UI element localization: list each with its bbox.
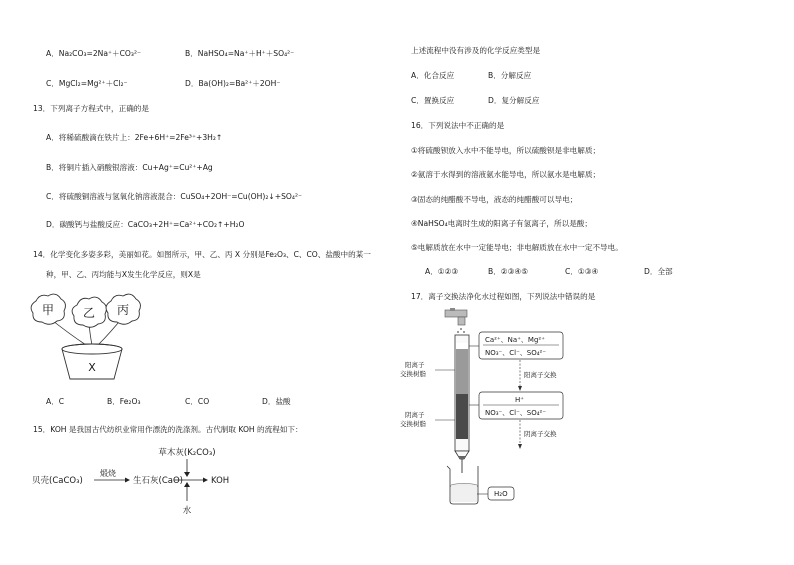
beaker-label: H₂O bbox=[494, 490, 508, 498]
q12-option-b: B．NaHSO₄=Na⁺＋H⁺＋SO₄²⁻ bbox=[185, 49, 295, 58]
q15-option-b: B．分解反应 bbox=[488, 71, 532, 80]
anion-resin-label: 阴离子 bbox=[405, 411, 425, 419]
anion-exchange-label: 阴离子交换 bbox=[524, 430, 557, 438]
q14-option-a: A．C bbox=[46, 397, 65, 406]
cation-resin-layer bbox=[456, 349, 468, 394]
flower-2-label: 乙 bbox=[82, 306, 96, 320]
q15-question: 上述流程中没有涉及的化学反应类型是 bbox=[411, 46, 541, 55]
q13-option-d: D．碳酸钙与盐酸反应：CaCO₃+2H⁺=Ca²⁺+CO₂↑+H₂O bbox=[46, 220, 245, 229]
flower-1-label: 甲 bbox=[41, 303, 55, 317]
intermediate-cations: H⁺ bbox=[515, 396, 524, 404]
feed-water-ions-box bbox=[469, 332, 563, 359]
q14-stem-line2: 种，甲、乙、丙均能与X发生化学反应，则X是 bbox=[46, 270, 201, 279]
q15-option-a: A．化合反应 bbox=[411, 71, 455, 80]
koh-flow-diagram bbox=[30, 443, 290, 518]
intermediate-anions: NO₃⁻、Cl⁻、SO₄²⁻ bbox=[485, 409, 547, 417]
pot-label: X bbox=[88, 361, 96, 374]
anion-resin-layer bbox=[456, 394, 468, 439]
q13-option-b: B．将铜片插入硝酸银溶液：Cu+Ag⁺=Cu²⁺+Ag bbox=[46, 163, 213, 172]
q16-statement-5: ⑤电解质放在水中一定能导电；非电解质放在水中一定不导电。 bbox=[411, 243, 623, 252]
q13-option-a: A．将稀硫酸滴在铁片上：2Fe+6H⁺=2Fe³⁺+3H₂↑ bbox=[46, 133, 223, 142]
shell-label: 贝壳(CaCO₃) bbox=[32, 476, 83, 486]
q16-option-a: A．①②③ bbox=[425, 267, 459, 276]
q14-option-d: D．盐酸 bbox=[262, 397, 291, 406]
q14-option-c: C．CO bbox=[185, 397, 210, 406]
beaker bbox=[447, 466, 514, 504]
q15-option-c: C．置换反应 bbox=[411, 96, 455, 105]
q16-option-b: B．②③④⑤ bbox=[488, 267, 529, 276]
q16-statement-3: ③固态的纯醋酸不导电，液态的纯醋酸可以导电； bbox=[411, 195, 578, 204]
q17-stem: 17．离子交换法净化水过程如图，下列说法中错误的是 bbox=[411, 292, 596, 301]
feed-cations: Ca²⁺、Na⁺、Mg²⁺ bbox=[485, 336, 545, 344]
flower-3-label: 丙 bbox=[116, 303, 130, 317]
q13-option-c: C．将硫酸铜溶液与氢氧化钠溶液混合：CuSO₄+2OH⁻=Cu(OH)₂↓+SO₄²⁻ bbox=[46, 192, 302, 201]
plant-ash-label: 草木灰(K₂CO₃) bbox=[158, 448, 216, 458]
q16-stem: 16．下列说法中不正确的是 bbox=[411, 121, 505, 130]
flower-1 bbox=[31, 294, 65, 324]
flower-3 bbox=[106, 294, 140, 324]
exchange-column bbox=[455, 335, 469, 473]
feed-anions: NO₃⁻、Cl⁻、SO₄²⁻ bbox=[485, 349, 547, 357]
q14-stem-line1: 14．化学变化多姿多彩，美丽如花。如图所示，甲、乙、丙 X 分别是Fe₂O₃、C、CO、盐酸中的某一 bbox=[33, 250, 371, 259]
q16-statement-1: ①将硫酸钡放入水中不能导电，所以硫酸钡是非电解质； bbox=[411, 146, 601, 155]
flower-2 bbox=[72, 297, 106, 327]
quicklime-label: 生石灰(CaO) bbox=[133, 476, 183, 486]
anion-resin-label-2: 交换树脂 bbox=[400, 420, 426, 428]
ion-exchange-diagram bbox=[395, 308, 595, 508]
q12-option-c: C．MgCl₂=Mg²⁺＋Cl₂⁻ bbox=[46, 79, 128, 88]
q16-option-c: C．①③④ bbox=[565, 267, 599, 276]
q16-option-d: D．全部 bbox=[644, 267, 673, 276]
koh-label: KOH bbox=[211, 476, 230, 486]
q15-option-d: D．复分解反应 bbox=[488, 96, 540, 105]
q16-statement-4: ④NaHSO₄电离时生成的阳离子有氢离子，所以是酸； bbox=[411, 219, 592, 228]
water-label: 水 bbox=[182, 506, 192, 516]
faucet-icon bbox=[445, 308, 467, 325]
q14-option-b: B．Fe₂O₃ bbox=[107, 397, 141, 406]
intermediate-ions-box bbox=[469, 392, 563, 419]
q12-option-d: D．Ba(OH)₂=Ba²⁺＋2OH⁻ bbox=[185, 79, 281, 88]
calcine-label: 煅烧 bbox=[100, 469, 116, 478]
cation-exchange-label: 阳离子交换 bbox=[524, 371, 557, 379]
q15-stem: 15．KOH 是我国古代纺织业常用作漂洗的洗涤剂。古代制取 KOH 的流程如下： bbox=[33, 425, 303, 434]
pot bbox=[62, 344, 122, 379]
cation-resin-label: 阳离子 bbox=[405, 361, 425, 369]
flower-pot-diagram bbox=[28, 293, 188, 388]
q12-option-a: A．Na₂CO₃=2Na⁺＋CO₃²⁻ bbox=[46, 49, 141, 58]
q13-stem: 13．下列离子方程式中，正确的是 bbox=[33, 104, 149, 113]
q16-statement-2: ②氨溶于水得到的溶液氨水能导电，所以氨水是电解质； bbox=[411, 170, 601, 179]
cation-resin-label-2: 交换树脂 bbox=[400, 370, 426, 378]
